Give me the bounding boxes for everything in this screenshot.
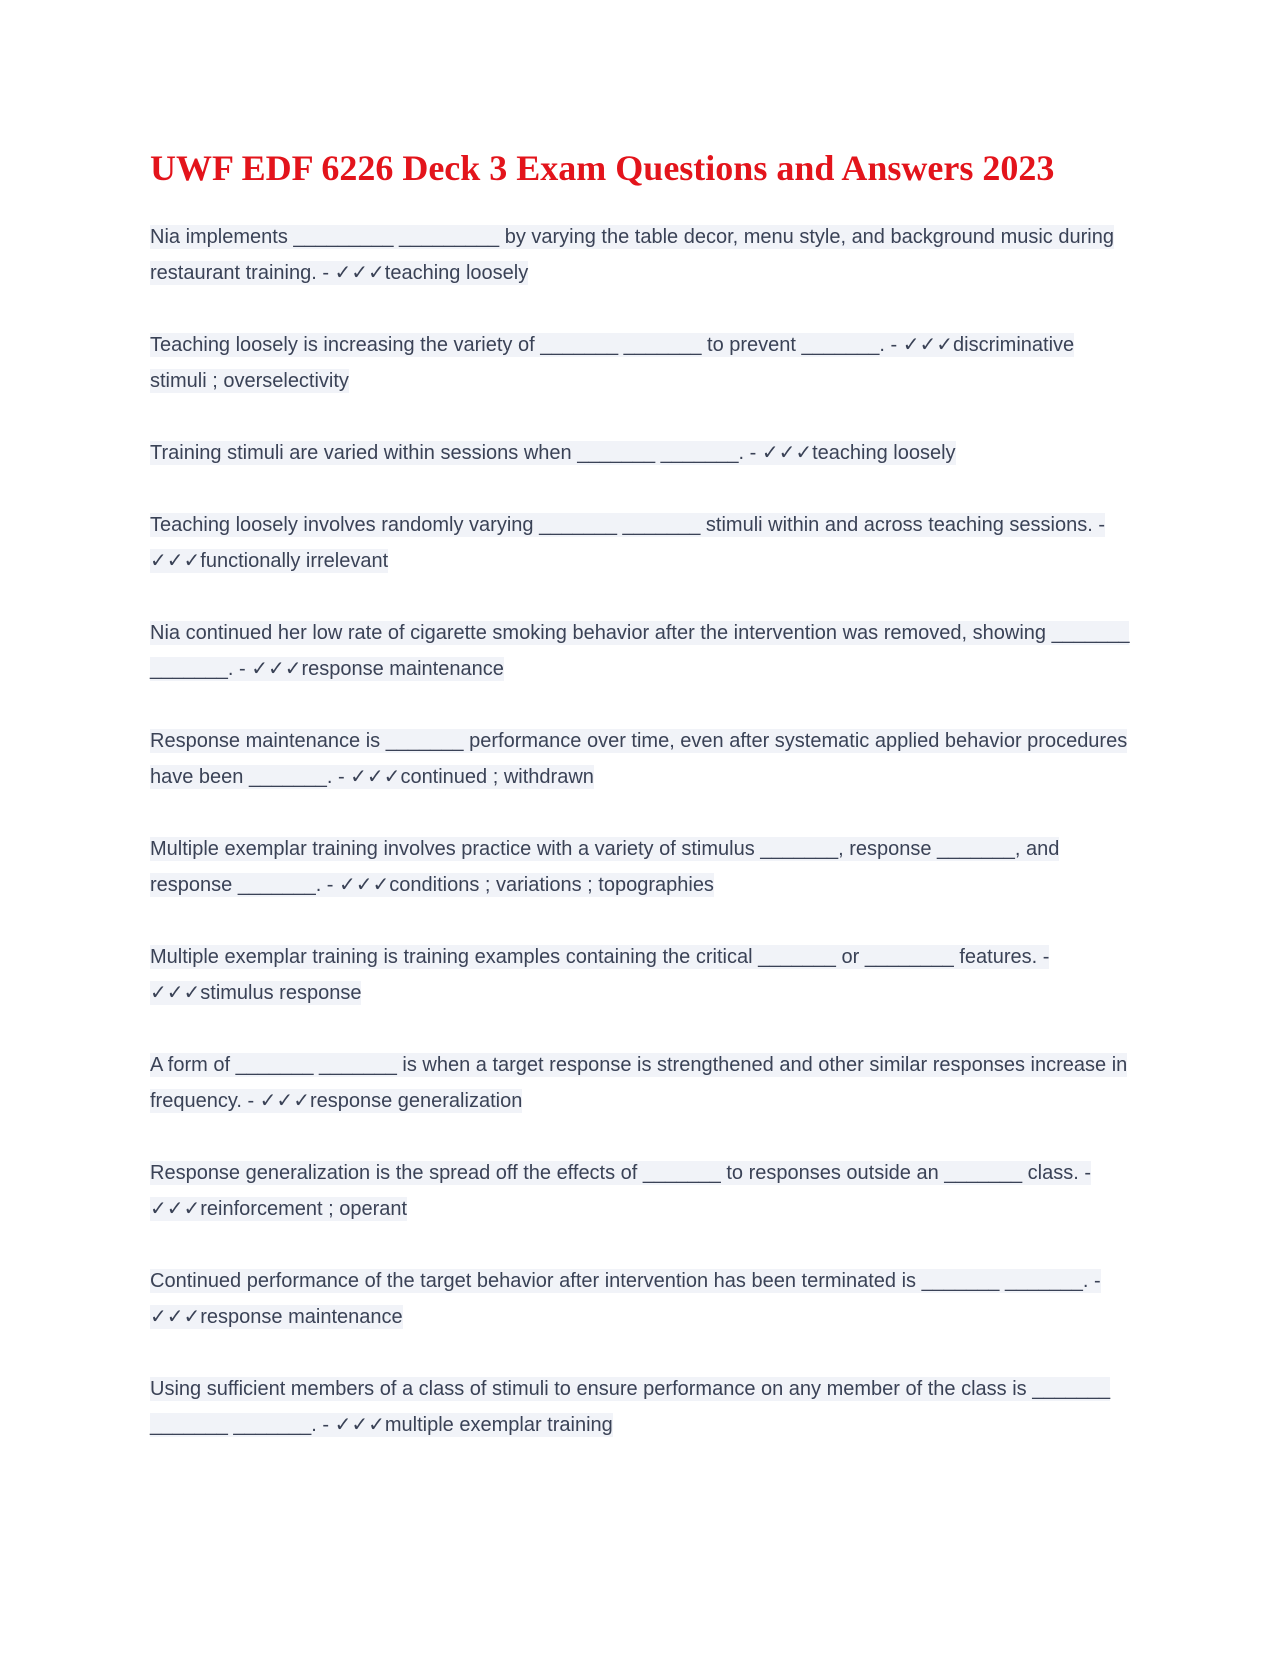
qa-item bbox=[150, 435, 1130, 471]
qa-item bbox=[150, 1371, 1130, 1443]
qa-item bbox=[150, 219, 1130, 291]
qa-text: Continued performance of the target behavior after intervention has been terminated is _______ _______. - ✓✓✓response maintenance bbox=[150, 1270, 1101, 1328]
document-content bbox=[150, 146, 1130, 1479]
qa-item bbox=[150, 831, 1130, 903]
qa-text: Teaching loosely is increasing the variety of _______ _______ to prevent _______. - ✓✓✓discriminative stimuli ; overselectivity bbox=[150, 334, 1075, 392]
qa-text: Nia implements _________ _________ by varying the table decor, menu style, and background music during restaurant training. - ✓✓✓teaching loosely bbox=[150, 226, 1114, 284]
qa-text: Response generalization is the spread off the effects of _______ to responses outside an _______ class. - ✓✓✓reinforcement ; operant bbox=[150, 1162, 1092, 1220]
qa-text: Response maintenance is _______ performance over time, even after systematic applied behavior procedures have been _______. - ✓✓✓continued ; withdrawn bbox=[150, 730, 1128, 788]
document-title: UWF EDF 6226 Deck 3 Exam Questions and Answers 2023 bbox=[150, 148, 1055, 188]
qa-item bbox=[150, 1155, 1130, 1227]
qa-item bbox=[150, 615, 1130, 687]
qa-item bbox=[150, 1047, 1130, 1119]
qa-text: Nia continued her low rate of cigarette smoking behavior after the intervention was removed, showing _______ _______. - ✓✓✓response maintenance bbox=[150, 622, 1130, 680]
qa-text: Teaching loosely involves randomly varying _______ _______ stimuli within and across teaching sessions. - ✓✓✓functionally irrelevant bbox=[150, 514, 1105, 572]
qa-text: Using sufficient members of a class of stimuli to ensure performance on any member of the class is _______ _______ _______. - ✓✓✓multiple exemplar training bbox=[150, 1378, 1111, 1436]
qa-text: Multiple exemplar training is training examples containing the critical _______ or ________ features. - ✓✓✓stimulus response bbox=[150, 946, 1050, 1004]
qa-list bbox=[150, 219, 1130, 1443]
qa-item bbox=[150, 327, 1130, 399]
qa-text: Training stimuli are varied within sessions when _______ _______. - ✓✓✓teaching loosely bbox=[150, 442, 956, 464]
qa-item bbox=[150, 1263, 1130, 1335]
qa-item bbox=[150, 507, 1130, 579]
qa-text: Multiple exemplar training involves practice with a variety of stimulus _______, response _______, and response _______. - ✓✓✓conditions ; variations ; topographies bbox=[150, 838, 1060, 896]
qa-text: A form of _______ _______ is when a target response is strengthened and other similar responses increase in frequency. - ✓✓✓response generalization bbox=[150, 1054, 1128, 1112]
qa-item bbox=[150, 939, 1130, 1011]
qa-item bbox=[150, 723, 1130, 795]
